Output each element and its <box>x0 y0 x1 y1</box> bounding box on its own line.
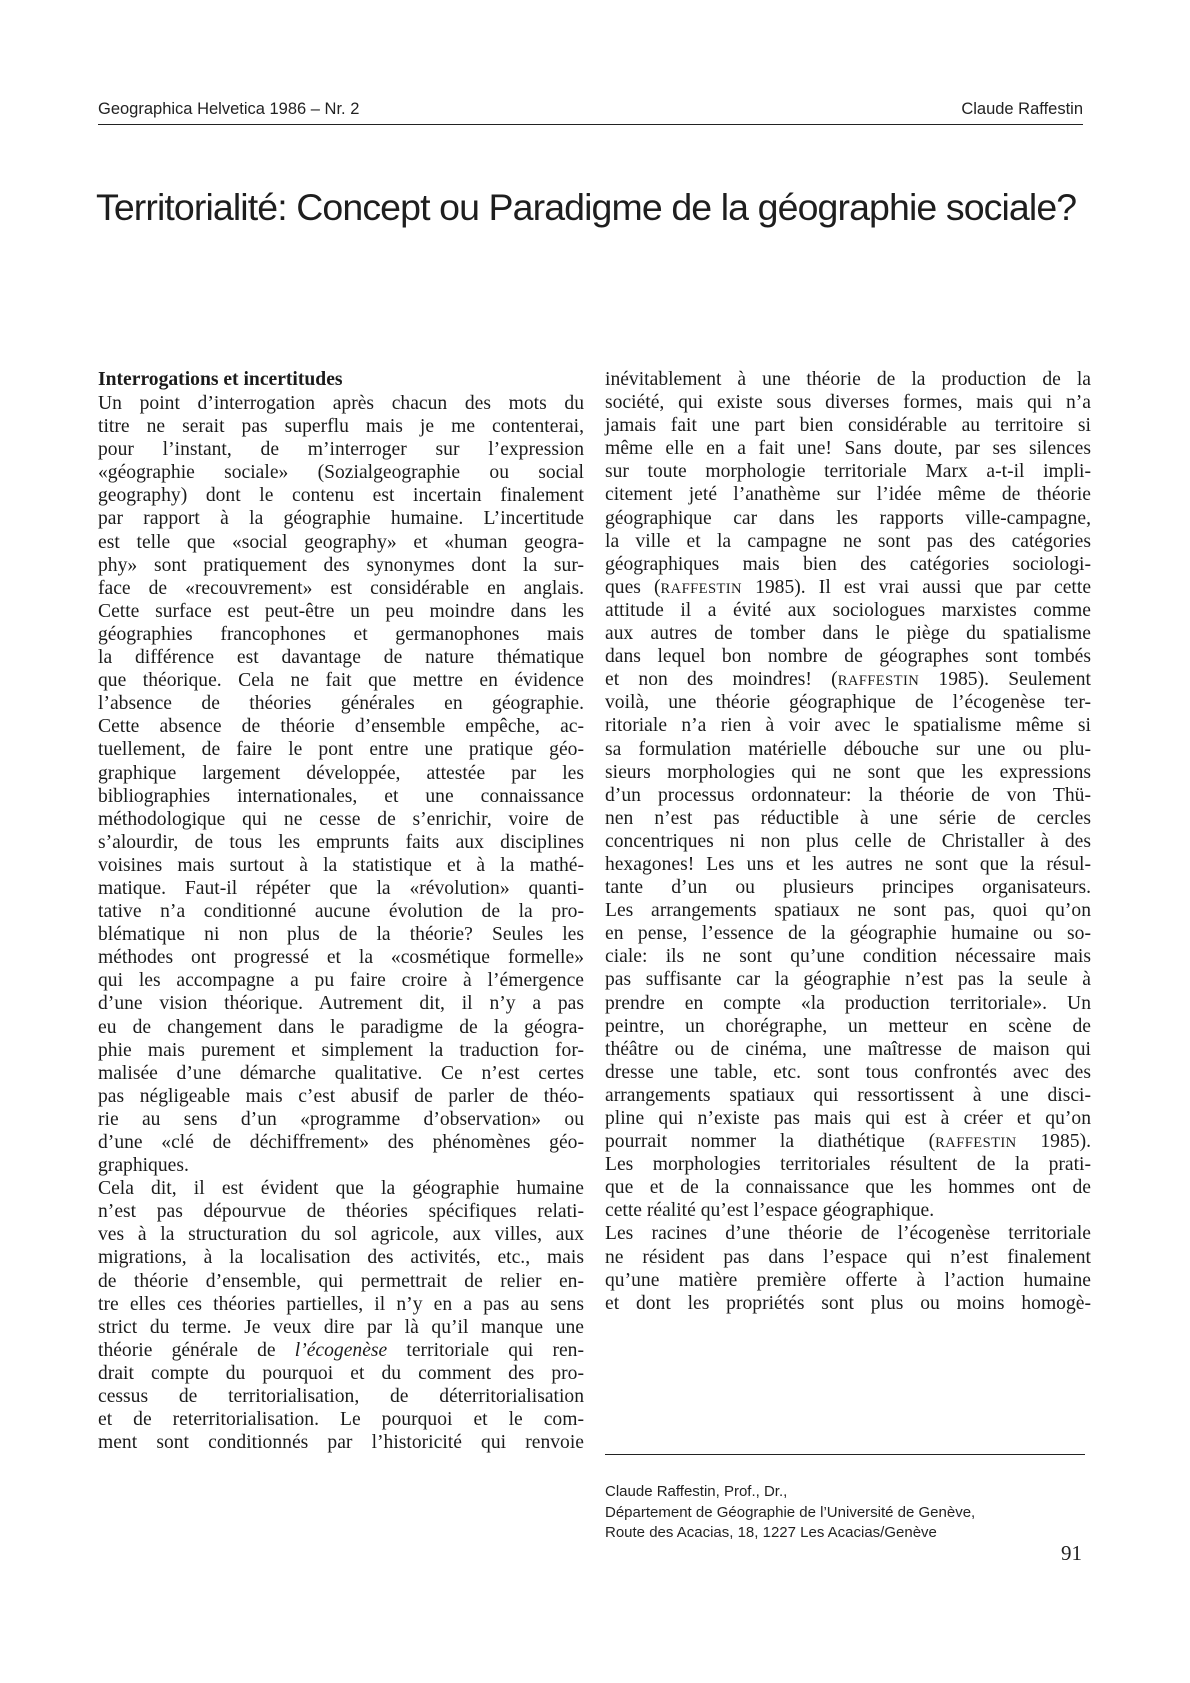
text-line: méthodes ont progressé et la «cosmétique formelle» <box>98 947 584 969</box>
text-line: malisée d’une démarche qualitative. Ce n’est certes <box>98 1062 584 1084</box>
text-line: aux autres de tomber dans le piège du spatialisme <box>605 623 1091 645</box>
text-line: que et de la connaissance que les hommes ont de <box>605 1177 1091 1199</box>
text-line: de théorie d’ensemble, qui permettrait de relier en- <box>98 1270 584 1292</box>
text-line: d’un processus ordonnateur: la théorie de von Thü- <box>605 784 1091 806</box>
text-line: sur toute morphologie territoriale Marx a-t-il impli- <box>605 461 1091 483</box>
text-line: ques (RAFFESTIN 1985). Il est vrai aussi que par cette <box>605 576 1092 598</box>
text-line: sieurs morphologies qui ne sont que les expressions <box>605 761 1091 783</box>
text-line: théorie générale de l’écogenèse territoriale qui ren- <box>98 1339 584 1361</box>
text-line: matique. Faut-il répéter que la «révolution» quanti- <box>98 877 584 899</box>
text-line: et de reterritorialisation. Le pourquoi et le com- <box>98 1409 584 1431</box>
text-line: drait compte du pourquoi et du comment des pro- <box>98 1362 584 1384</box>
text-line: Cette surface est peut-être un peu moindre dans les <box>98 600 584 622</box>
text-line: est telle que «social geography» et «human geogra- <box>98 531 584 553</box>
text-line: tuellement, de faire le pont entre une pratique géo- <box>98 739 584 761</box>
text-line: n’est pas dépourvue de théories spécifiques relati- <box>98 1201 584 1223</box>
footnote-name: Claude Raffestin, Prof., Dr., <box>605 1483 788 1500</box>
text-line: geography) dont le contenu est incertain finalement <box>98 485 584 507</box>
text-line: géographiques mais bien des catégories sociologi- <box>605 553 1091 575</box>
text-line: graphiques. <box>98 1155 189 1177</box>
text-line: que théorique. Cela ne fait que mettre en évidence <box>98 670 584 692</box>
header-rule <box>98 124 1083 125</box>
text-line: ne résident pas dans l’espace qui n’est finalement <box>605 1246 1091 1268</box>
text-line: phy» sont pratiquement des synonymes dont la sur- <box>98 554 584 576</box>
text-line: tre elles ces théories partielles, il n’y en a pas au sens <box>98 1293 584 1315</box>
text-line: et dont les propriétés sont plus ou moins homogè- <box>605 1292 1091 1314</box>
text-line: ritoriale n’a rien à voir avec le spatialisme même si <box>605 715 1091 737</box>
text-line: ciale: ils ne sont qu’une condition nécessaire mais <box>605 946 1091 968</box>
text-line: jamais fait une part bien considérable au territoire si <box>605 415 1091 437</box>
text-line: par rapport à la géographie humaine. L’incertitude <box>98 508 584 530</box>
text-line: Cela dit, il est évident que la géographie humaine <box>98 1178 584 1200</box>
text-line: et non des moindres! (RAFFESTIN 1985). Seulement <box>605 669 1091 691</box>
text-line: qui les accompagne a pu faire croire à l’émergence <box>98 970 584 992</box>
text-line: méthodologique qui ne cesse de s’enrichir, voire de <box>98 808 584 830</box>
running-head <box>98 100 1083 126</box>
text-line: Les racines d’une théorie de l’écogenèse territoriale <box>605 1223 1091 1245</box>
text-line: la différence est davantage de nature thématique <box>98 647 584 669</box>
text-line: s’alourdir, de tous les emprunts faits aux disciplines <box>98 831 584 853</box>
text-line: cette réalité qu’est l’espace géographique. <box>605 1200 935 1222</box>
text-line: ment sont conditionnés par l’historicité qui renvoie <box>98 1432 584 1454</box>
author-footnote <box>605 1482 1085 1544</box>
text-line: pour l’instant, de m’interroger sur l’expression <box>98 439 584 461</box>
text-line: titre ne serait pas superflu mais je me contenterai, <box>98 416 584 438</box>
text-line: pas suffisante car la géographie n’est pas la seule à <box>605 969 1091 991</box>
text-line: blématique ni non plus de la théorie? Seules les <box>98 924 584 946</box>
text-line: attitude il a évité aux sociologues marxistes comme <box>605 599 1091 621</box>
text-line: ves à la structuration du sol agricole, aux villes, aux <box>98 1224 584 1246</box>
text-line: phie mais purement et simplement la traduction for- <box>98 1039 584 1061</box>
text-line: sa formulation matérielle débouche sur une ou plu- <box>605 738 1091 760</box>
author-name: Claude Raffestin <box>961 100 1083 118</box>
text-line: peintre, un chorégraphe, un metteur en scène de <box>605 1015 1091 1037</box>
text-line: voilà, une théorie géographique de l’écogenèse ter- <box>605 692 1091 714</box>
text-line: arrangements spatiaux qui ressortissent à une disci- <box>605 1084 1091 1106</box>
text-line: géographique car dans les rapports ville-campagne, <box>605 507 1091 529</box>
text-line: strict du terme. Je veux dire par là qu’il manque une <box>98 1316 584 1338</box>
text-line: tative n’a conditionné aucune évolution de la pro- <box>98 901 584 923</box>
text-line: «géographie sociale» (Sozialgeographie ou social <box>98 462 584 484</box>
footnote-address: Route des Acacias, 18, 1227 Les Acacias/Genève <box>605 1524 937 1541</box>
text-line: Les morphologies territoriales résultent de la prati- <box>605 1154 1091 1176</box>
text-line: prendre en compte «la production territoriale». Un <box>605 992 1091 1014</box>
text-line: bibliographies internationales, et une connaissance <box>98 785 584 807</box>
text-line: face de «recouvrement» est considérable en anglais. <box>98 577 584 599</box>
text-line: hexagones! Les uns et les autres ne sont que la résul- <box>605 853 1091 875</box>
text-line: voisines mais surtout à la statistique et à la mathé- <box>98 854 584 876</box>
text-line: Un point d’interrogation après chacun des mots du <box>98 393 584 414</box>
article-title: Territorialité: Concept ou Paradigme de la géographie sociale? <box>96 186 1077 228</box>
text-line: la ville et la campagne ne sont pas des catégories <box>605 530 1091 552</box>
text-line: d’une vision théorique. Autrement dit, il n’y a pas <box>98 993 584 1015</box>
footnote-rule <box>605 1454 1085 1455</box>
text-line: qu’une matière première offerte à l’action humaine <box>605 1269 1091 1291</box>
text-line: même elle en a fait une! Sans doute, par ses silences <box>605 438 1091 460</box>
text-line: rie au sens d’un «programme d’observation» ou <box>98 1108 584 1130</box>
text-line: concentriques ni non plus celle de Christaller à des <box>605 830 1091 852</box>
text-line: migrations, à la localisation des activités, etc., mais <box>98 1247 584 1269</box>
text-line: Cette absence de théorie d’ensemble empêche, ac- <box>98 716 584 738</box>
text-line: eu de changement dans le paradigme de la géogra- <box>98 1016 584 1038</box>
text-line: pourrait nommer la diathétique (RAFFESTIN 1985). <box>605 1131 1091 1153</box>
right-column <box>605 368 1091 1315</box>
footnote-department: Département de Géographie de l’Université de Genève, <box>605 1503 976 1521</box>
text-line: tante d’un ou plusieurs principes organisateurs. <box>605 877 1091 899</box>
text-line: dans lequel bon nombre de géographes sont tombés <box>605 646 1091 668</box>
text-line: pline qui n’existe pas mais qui est à créer et qu’on <box>605 1108 1091 1129</box>
text-line: dresse une table, etc. sont tous confrontés avec des <box>605 1061 1091 1083</box>
text-line: pas négligeable mais c’est abusif de parler de théo- <box>98 1085 584 1107</box>
section-heading: Interrogations et incertitudes <box>98 369 343 390</box>
text-line: cessus de territorialisation, de déterritorialisation <box>98 1386 584 1408</box>
journal-citation: Geographica Helvetica 1986 – Nr. 2 <box>98 100 360 118</box>
text-line: théâtre ou de cinéma, une maîtresse de maison qui <box>605 1038 1091 1060</box>
text-line: d’une «clé de déchiffrement» des phénomènes géo- <box>98 1132 584 1153</box>
text-line: nen n’est pas réductible à une série de cercles <box>605 807 1091 829</box>
text-line: inévitablement à une théorie de la production de la <box>605 369 1091 390</box>
text-line: Les arrangements spatiaux ne sont pas, quoi qu’on <box>605 900 1091 922</box>
text-line: graphique largement développée, attestée par les <box>98 762 584 784</box>
text-line: citement jeté l’anathème sur l’idée même de théorie <box>605 484 1091 506</box>
text-line: géographies francophones et germanophones mais <box>98 623 584 645</box>
text-line: en pense, l’essence de la géographie humaine ou so- <box>605 923 1091 945</box>
left-column <box>98 392 584 1454</box>
text-line: l’absence de théories générales en géographie. <box>98 693 584 715</box>
page-number: 91 <box>1061 1541 1082 1565</box>
text-line: société, qui existe sous diverses formes, mais qui n’a <box>605 392 1091 414</box>
